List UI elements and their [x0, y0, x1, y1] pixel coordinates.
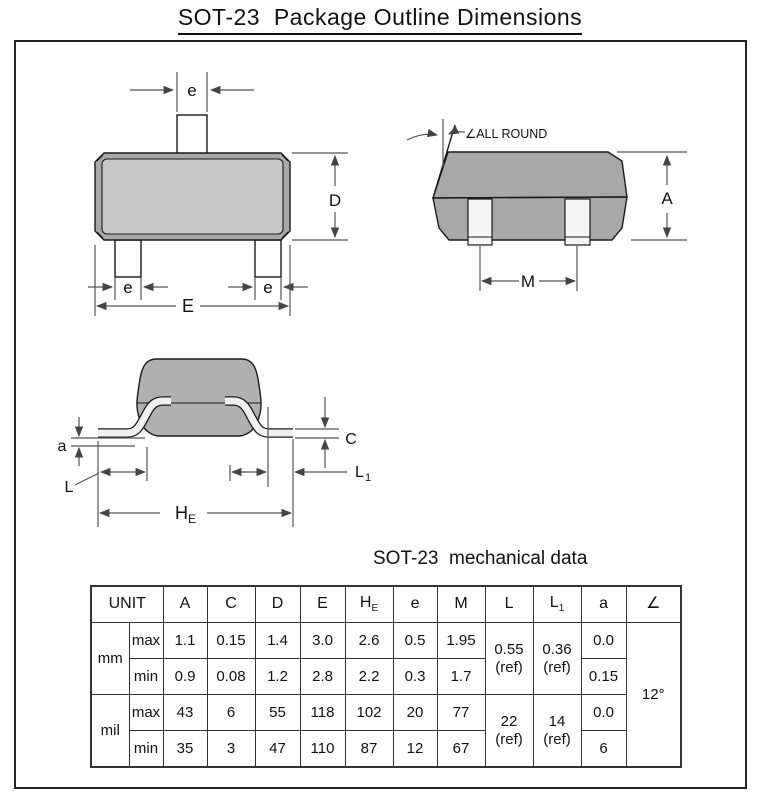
header-row	[91, 586, 681, 623]
profile-package	[98, 359, 293, 436]
mil-min-label: min	[129, 731, 163, 768]
dim-label-HE-base: H	[175, 503, 188, 523]
bottom-lead-right	[255, 240, 281, 277]
dim-label-M: M	[520, 272, 536, 291]
dim-label-e-left: e	[123, 278, 133, 297]
mechanical-data-table	[90, 585, 682, 768]
cell: 0.3	[393, 659, 437, 695]
cell: 0.08	[207, 659, 255, 695]
dim-label-L1-base: L	[355, 464, 364, 481]
lead-right	[565, 199, 590, 245]
cell: 3.0	[300, 623, 345, 659]
dim-label-HE-sub: E	[188, 512, 197, 526]
cell: 67	[437, 731, 485, 768]
page-title: SOT-23 Package Outline Dimensions	[0, 4, 760, 35]
cell: 118	[300, 695, 345, 731]
col-header-L1: $L_1$	[533, 586, 581, 623]
cell: 0.0	[581, 695, 626, 731]
cell-angle-value: 12°	[626, 623, 681, 768]
lead-left	[468, 199, 492, 245]
col-header-C: C	[207, 586, 255, 623]
col-header-angle: ∠	[626, 586, 681, 623]
profile-view-drawing	[55, 335, 385, 535]
cell: 12	[393, 731, 437, 768]
dim-label-E: E	[181, 296, 195, 316]
cell: 2.2	[345, 659, 393, 695]
mil-max-label: max	[129, 695, 163, 731]
package-body-inner	[102, 159, 283, 234]
mm-min-label: min	[129, 659, 163, 695]
cell: 0.9	[163, 659, 207, 695]
cell: 1.7	[437, 659, 485, 695]
cell: 20	[393, 695, 437, 731]
dim-label-a: a	[57, 438, 67, 455]
cell: 43	[163, 695, 207, 731]
cell: 35	[163, 731, 207, 768]
cell: 0.5	[393, 623, 437, 659]
dim-label-e-top: e	[187, 81, 197, 100]
dim-label-C: C	[345, 431, 357, 448]
cell: 1.95	[437, 623, 485, 659]
cell: 3	[207, 731, 255, 768]
perspective-view-drawing	[395, 105, 710, 300]
cell: 1.2	[255, 659, 300, 695]
cell: 2.8	[300, 659, 345, 695]
profile-body	[137, 359, 261, 436]
col-header-a: a	[581, 586, 626, 623]
cell: 6	[207, 695, 255, 731]
cell: 2.6	[345, 623, 393, 659]
dim-label-e-right: e	[263, 278, 273, 297]
cell-mm-L-ref: 0.55 (ref)	[485, 623, 533, 695]
row-mm-max	[91, 623, 681, 659]
row-mil-min	[91, 731, 681, 768]
col-header-L: L	[485, 586, 533, 623]
package-front-face	[433, 197, 627, 240]
col-header-E: E	[300, 586, 345, 623]
col-header-unit: UNIT	[91, 586, 163, 623]
package-top-face	[433, 152, 627, 198]
cell: 0.0	[581, 623, 626, 659]
cell: 0.15	[207, 623, 255, 659]
col-header-e: e	[393, 586, 437, 623]
perspective-package	[433, 125, 627, 245]
row-mm-min	[91, 659, 681, 695]
dim-label-D: D	[328, 191, 342, 210]
cell-mm-L1-ref: 0.36 (ref)	[533, 623, 581, 695]
col-header-HE: $H_E$	[345, 586, 393, 623]
dim-label-A: A	[661, 189, 673, 208]
cell: 55	[255, 695, 300, 731]
cell: 87	[345, 731, 393, 768]
row-mil-max	[91, 695, 681, 731]
cell: 0.15	[581, 659, 626, 695]
cell-mil-L1-ref: 14 (ref)	[533, 695, 581, 768]
front-view-package	[95, 115, 290, 277]
dim-label-L: L	[64, 479, 74, 496]
front-view-drawing	[80, 60, 365, 320]
cell-mil-L-ref: 22 (ref)	[485, 695, 533, 768]
cell: 102	[345, 695, 393, 731]
mm-max-label: max	[129, 623, 163, 659]
unit-mm: mm	[91, 623, 129, 695]
dim-label-L1-sub: 1	[365, 472, 372, 484]
col-header-A: A	[163, 586, 207, 623]
top-lead	[177, 115, 207, 155]
cell: 1.1	[163, 623, 207, 659]
cell: 77	[437, 695, 485, 731]
cell: 47	[255, 731, 300, 768]
cell: 1.4	[255, 623, 300, 659]
col-header-D: D	[255, 586, 300, 623]
col-header-M: M	[437, 586, 485, 623]
table-title: SOT-23 mechanical data	[373, 548, 588, 569]
all-round-label: ∠ALL ROUND	[465, 127, 548, 141]
unit-mil: mil	[91, 695, 129, 768]
bottom-lead-left	[115, 240, 141, 277]
cell: 110	[300, 731, 345, 768]
cell: 6	[581, 731, 626, 768]
